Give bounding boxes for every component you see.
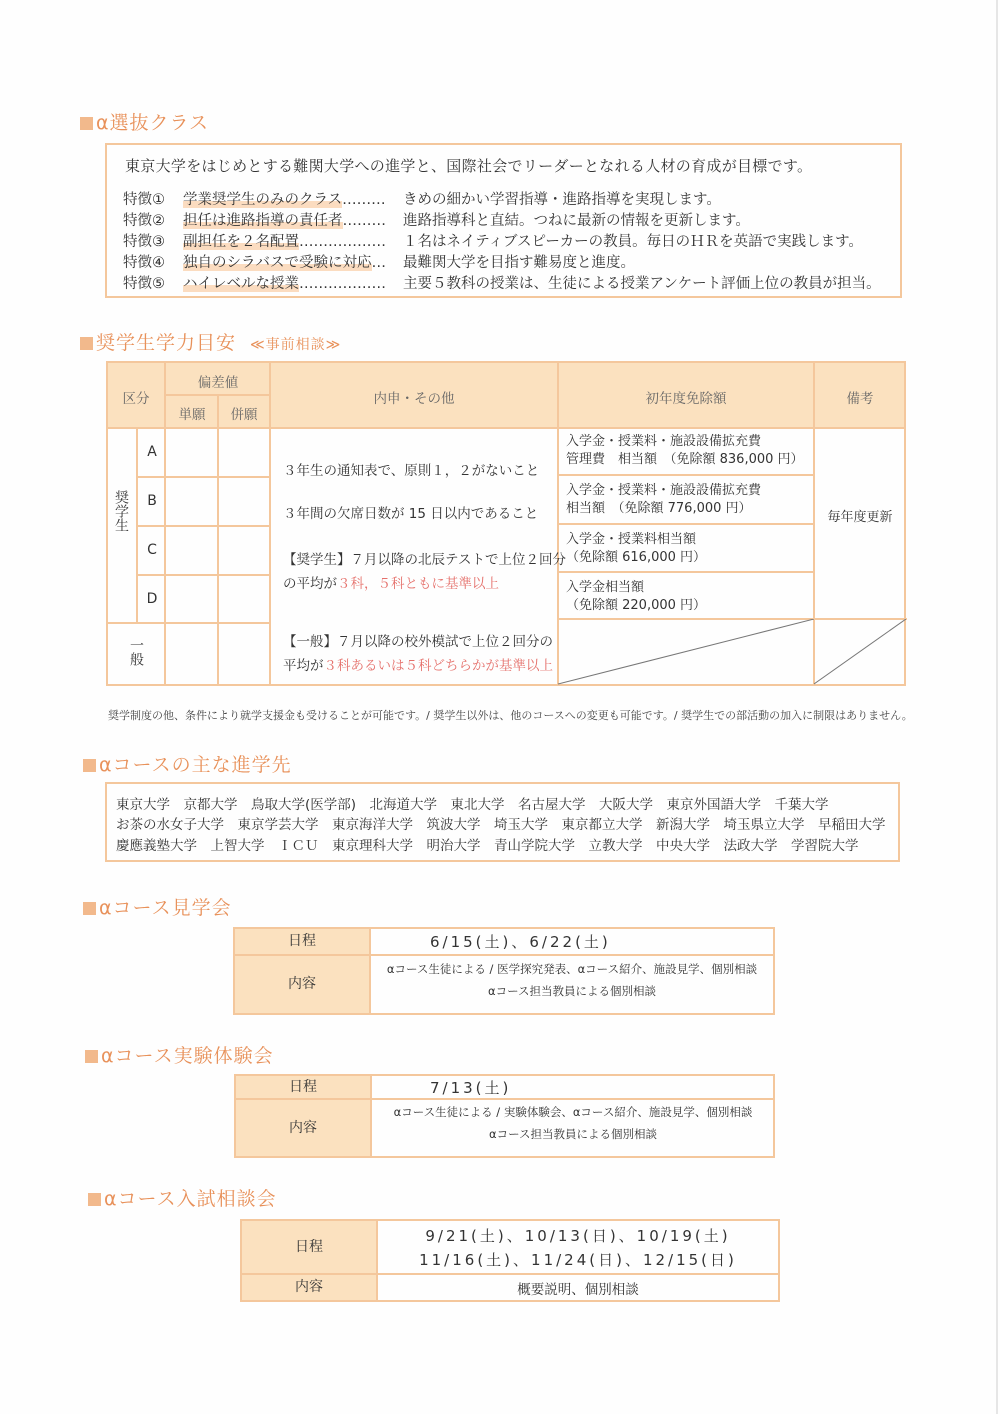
naishin-line-1: ３年生の通知表で、原則１，２がないこと bbox=[283, 463, 540, 479]
naishin-line-4a: 【一般】７月以降の校外模試で上位２回分の bbox=[283, 634, 553, 650]
menjo-b: 入学金・授業料・施設設備拡充費 相当額 （免除額 776,000 円） bbox=[566, 483, 762, 516]
biko-text: 毎年度更新 bbox=[827, 510, 893, 525]
header-naishin: 内申・その他 bbox=[373, 391, 455, 407]
naishin-line-4b: 平均が３科あるいは５科どちらかが基準以上 bbox=[283, 658, 553, 674]
header-heigan: 併願 bbox=[230, 407, 258, 423]
section-consultation-title: αコース入試相談会 bbox=[88, 1184, 277, 1211]
naishin-line-2: ３年間の欠席日数が 15 日以内であること bbox=[283, 506, 539, 522]
experiment-content-2: αコース担当教員による個別相談 bbox=[488, 1127, 657, 1141]
square-bullet-icon bbox=[80, 337, 93, 350]
naishin-line-3b: の平均が３科，５科ともに基準以上 bbox=[283, 576, 499, 592]
feature-row: 特徴④ 独自のシラバスで受験に対応… 最難関大学を目指す難易度と進度。 bbox=[123, 255, 635, 271]
open-class-content-label: 内容 bbox=[235, 956, 369, 1013]
square-bullet-icon bbox=[80, 117, 93, 130]
menjo-c: 入学金・授業料相当額 （免除額 616,000 円） bbox=[566, 532, 707, 565]
empty-cell-slash bbox=[558, 619, 814, 685]
feature-row: 特徴③ 副担任を２名配置……………… １名はネイティブスピーカーの教員。毎日のＨＲを英語で実践します。 bbox=[123, 234, 863, 250]
rank-a: A bbox=[147, 444, 157, 460]
menjo-d: 入学金相当額 （免除額 220,000 円） bbox=[566, 580, 707, 613]
feature-row: 特徴⑤ ハイレベルな授業……………… 主要５教科の授業は、生徒による授業アンケート評価上位の教員が担当。 bbox=[123, 276, 881, 292]
section-experiment-title: αコース実験体験会 bbox=[85, 1041, 274, 1068]
header-menjo: 初年度免除額 bbox=[645, 391, 727, 407]
open-class-content-1: αコース生徒による / 医学探究発表、αコース紹介、施設見学、個別相談 bbox=[386, 962, 758, 976]
section-alpha-class-title: α選抜クラス bbox=[80, 108, 209, 135]
consultation-date-1: 9/21(土)、10/13(日)、10/19(土) bbox=[425, 1227, 731, 1245]
consultation-date-2: 11/16(土)、11/24(日)、12/15(日) bbox=[419, 1251, 737, 1269]
open-class-date: 6/15(土)、6/22(土) bbox=[430, 933, 611, 951]
open-class-date-label: 日程 bbox=[235, 929, 369, 954]
group-ippan: 一般 bbox=[128, 638, 144, 666]
universities-row-1: 東京大学 京都大学 鳥取大学(医学部) 北海道大学 東北大学 名古屋大学 大阪大学 東京外国語大学 千葉大学 bbox=[116, 797, 829, 813]
section-universities-title: αコースの主な進学先 bbox=[83, 750, 292, 777]
scan-edge bbox=[996, 0, 998, 1414]
rank-c: C bbox=[147, 542, 157, 558]
scholarship-note: 奨学制度の他、条件により就学支援金も受けることが可能です。/ 奨学生以外は、他のコースへの変更も可能です。/ 奨学生での部活動の加入に制限はありません。 bbox=[108, 709, 913, 722]
experiment-content-label: 内容 bbox=[236, 1100, 370, 1156]
experiment-date-label: 日程 bbox=[236, 1076, 370, 1098]
rank-b: B bbox=[147, 493, 157, 509]
section-open-class-title: αコース見学会 bbox=[83, 893, 232, 920]
header-kubun: 区分 bbox=[122, 391, 150, 407]
universities-row-3: 慶應義塾大学 上智大学 ＩＣＵ 東京理科大学 明治大学 青山学院大学 立教大学 中央大学 法政大学 学習院大学 bbox=[116, 838, 859, 854]
header-hensachi: 偏差値 bbox=[197, 375, 239, 391]
feature-row: 特徴② 担任は進路指導の責任者……… 進路指導科と直結。つねに最新の情報を更新します。 bbox=[123, 213, 750, 229]
empty-cell-slash bbox=[814, 619, 906, 685]
square-bullet-icon bbox=[83, 759, 96, 772]
rank-d: D bbox=[146, 591, 158, 607]
alpha-class-intro: 東京大学をはじめとする難関大学への進学と、国際社会でリーダーとなれる人材の育成が目標です。 bbox=[125, 157, 813, 175]
square-bullet-icon bbox=[85, 1050, 98, 1063]
open-class-content-2: αコース担当教員による個別相談 bbox=[487, 984, 656, 998]
consultation-content: 概要説明、個別相談 bbox=[517, 1282, 639, 1298]
naishin-line-3a: 【奨学生】７月以降の北辰テストで上位２回分 bbox=[283, 552, 566, 568]
header-biko: 備考 bbox=[846, 391, 874, 407]
feature-row: 特徴① 学業奨学生のみのクラス……… きめの細かい学習指導・進路指導を実現します。 bbox=[123, 192, 721, 208]
group-shogakusei: 奨学生 bbox=[113, 490, 129, 532]
experiment-date: 7/13(土) bbox=[430, 1079, 512, 1097]
consultation-date-label: 日程 bbox=[242, 1221, 376, 1273]
square-bullet-icon bbox=[88, 1193, 101, 1206]
consultation-content-label: 内容 bbox=[242, 1275, 376, 1300]
universities-row-2: お茶の水女子大学 東京学芸大学 東京海洋大学 筑波大学 埼玉大学 東京都立大学 新潟大学 埼玉県立大学 早稲田大学 bbox=[116, 817, 886, 833]
section-scholarship-subtitle: ≪事前相談≫ bbox=[250, 337, 342, 353]
section-scholarship-title: 奨学生学力目安 ≪事前相談≫ bbox=[80, 328, 341, 355]
square-bullet-icon bbox=[83, 902, 96, 915]
experiment-content-1: αコース生徒による / 実験体験会、αコース紹介、施設見学、個別相談 bbox=[393, 1105, 753, 1119]
menjo-a: 入学金・授業料・施設設備拡充費 管理費 相当額 （免除額 836,000 円） bbox=[566, 434, 804, 467]
header-tangan: 単願 bbox=[178, 407, 206, 423]
